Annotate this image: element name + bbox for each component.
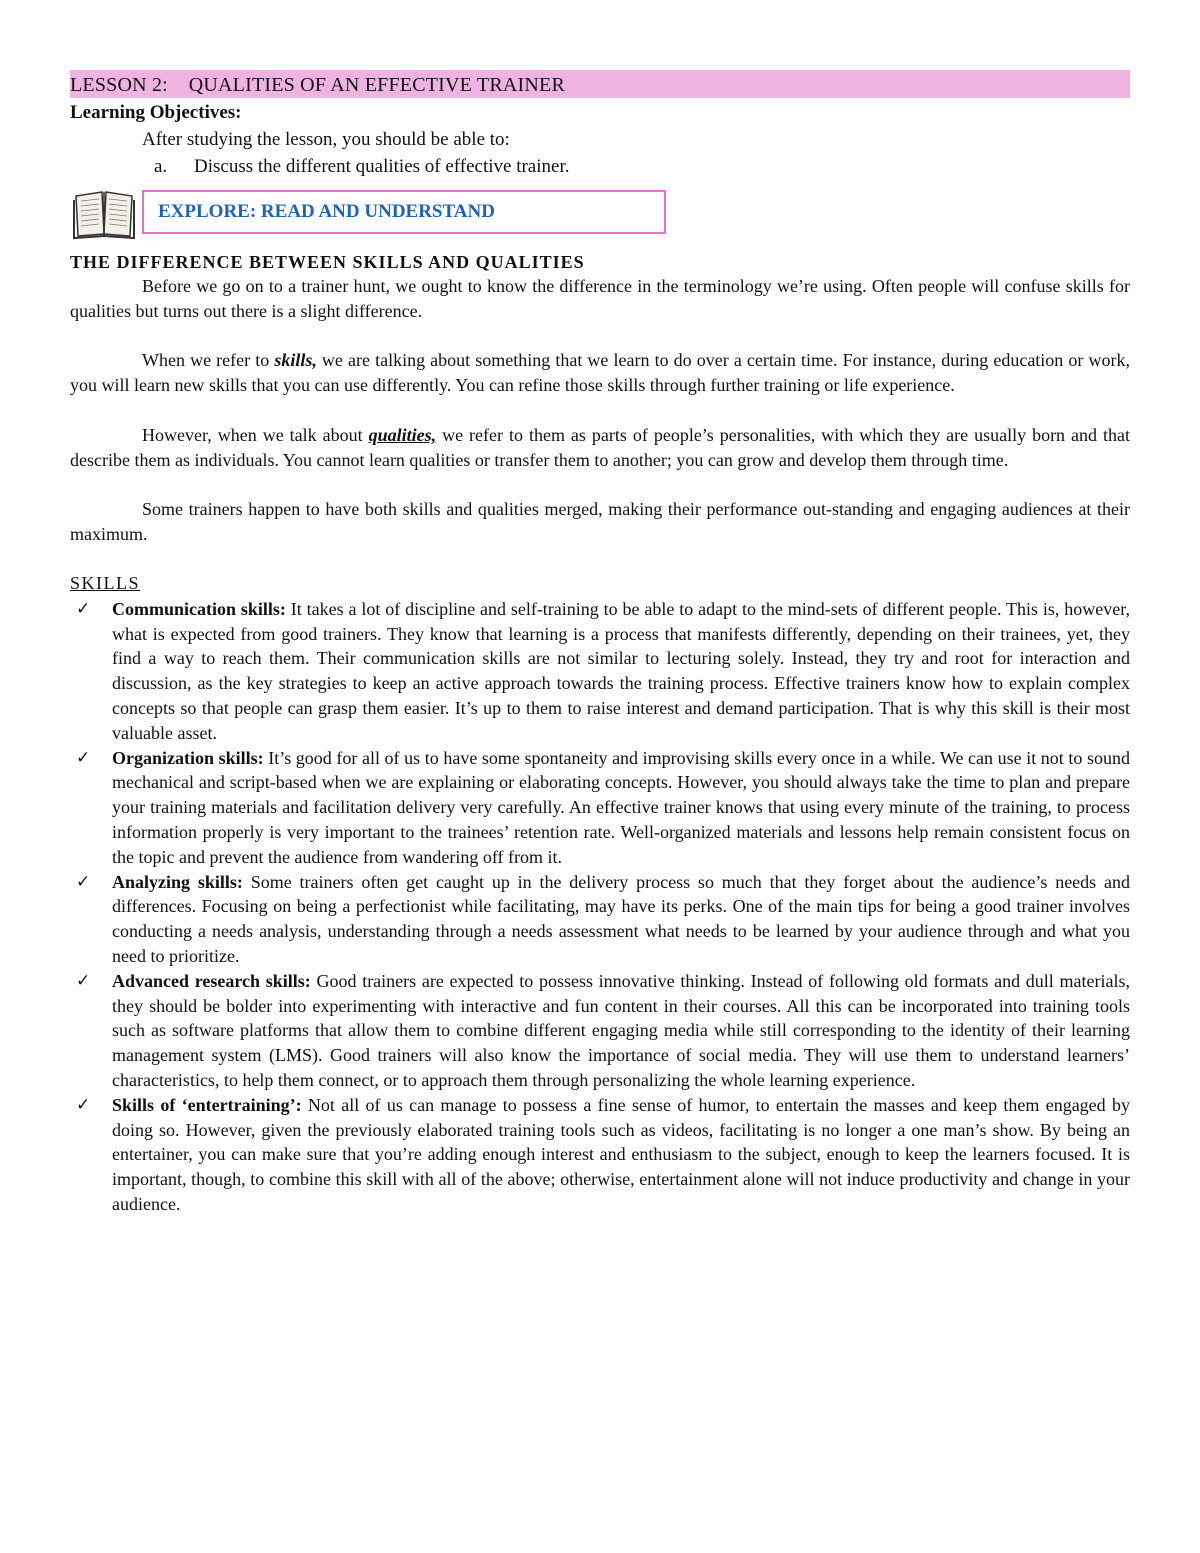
skills-term: skills, — [274, 350, 317, 371]
skill-item — [70, 969, 1130, 1093]
paragraph-3-body: we refer to them as parts of people’s personalities, with which they are usually born and that describe them as individuals. You cannot learn qualities or transfer them to another; you can grow and develop them through time. — [70, 424, 1130, 470]
check-icon: ✓ — [76, 871, 91, 892]
skill-text: Some trainers often get caught up in the delivery process so much that they forget about the audience’s needs and differences. Focusing on being a perfectionist while facilitating, may have its perks. One of the main tips for being a good trainer involves conducting a needs analysis, understanding through a needs assessment what needs to be learned by your audience through and what you need to prioritize. — [112, 871, 1130, 966]
skill-term: Advanced research skills: — [112, 970, 311, 991]
book-icon — [72, 186, 136, 240]
learning-objective-item — [70, 153, 1130, 180]
skill-term: Organization skills: — [112, 747, 264, 768]
skill-item — [70, 746, 1130, 870]
skill-text: It takes a lot of discipline and self-training to be able to adapt to the mind-sets of different people. This is, however, what is expected from good trainers. They know that learning is a process that manifests differently, depending on their trainees, yet, they find a way to reach them. Their communication skills are not similar to lecturing solely. Instead, they try and root for interaction and discussion, as the key strategies to keep an active approach towards the training process. Effective trainers know how to explain complex concepts so that people can grasp them easier. It’s up to them to raise interest and demand participation. That is why this skill is their most valuable asset. — [112, 598, 1130, 743]
paragraph-2-lead: When we refer to — [142, 350, 275, 371]
check-icon: ✓ — [76, 1094, 91, 1115]
paragraph-2-body: we are talking about something that we learn to do over a certain time. For instance, during education or work, you will learn new skills that you can use differently. You can refine those skills through further training or life experience. — [70, 350, 1130, 396]
check-icon: ✓ — [76, 970, 91, 991]
paragraph-3 — [70, 423, 1130, 473]
explore-label: EXPLORE: READ AND UNDERSTAND — [142, 190, 666, 234]
skill-term: Skills of ‘entertraining’: — [112, 1094, 302, 1115]
page-content — [70, 70, 1130, 1217]
learning-objectives-heading: Learning Objectives: — [70, 102, 242, 123]
learning-objectives-intro: After studying the lesson, you should be able to: — [142, 129, 510, 150]
lesson-title: QUALITIES OF AN EFFECTIVE TRAINER — [188, 74, 565, 96]
lesson-label: LESSON 2: — [70, 74, 168, 96]
skill-text: It’s good for all of us to have some spontaneity and improvising skills every once in a while. We can use it not to sound mechanical and script-based when we are explaining or elaborating concepts. However, you should always take the time to plan and prepare your training materials and facilitation delivery very carefully. An effective trainer knows that using every minute of the training, to process information properly is very important to the trainees’ retention rate. Well-organized materials and lessons help remain consistent focus on the topic and prevent the audience from wandering off from it. — [112, 747, 1130, 867]
paragraph-2 — [70, 348, 1130, 398]
objective-text: Discuss the different qualities of effective trainer. — [194, 156, 570, 177]
paragraph-3-lead: However, when we talk about — [142, 424, 369, 445]
section-title: THE DIFFERENCE BETWEEN SKILLS AND QUALITIES — [70, 252, 585, 272]
explore-banner — [70, 184, 1130, 240]
skill-text: Not all of us can manage to possess a fine sense of humor, to entertain the masses and keep them engaged by doing so. However, given the previously elaborated training tools such as videos, facilitating is no longer a one man’s show. By being an entertainer, you can make sure that you’re adding enough interest and enthusiasm to the subject, enough to keep the learners focused. It is important, though, to combine this skill with all of the above; otherwise, entertainment alone will not induce productivity and change in your audience. — [112, 1094, 1130, 1214]
skills-heading: SKILLS — [70, 572, 141, 593]
paragraph-4: Some trainers happen to have both skills and qualities merged, making their performance out-standing and engaging audiences at their maximum. — [70, 499, 1130, 544]
skill-item — [70, 870, 1130, 969]
check-icon: ✓ — [76, 747, 91, 768]
check-icon: ✓ — [76, 598, 91, 619]
objective-marker: a. — [154, 156, 168, 177]
skill-term: Communication skills: — [112, 598, 286, 619]
skill-item — [70, 597, 1130, 746]
skill-term: Analyzing skills: — [112, 871, 243, 892]
lesson-title-bar — [70, 70, 1130, 98]
qualities-term: qualities, — [368, 424, 437, 445]
skill-item — [70, 1093, 1130, 1217]
paragraph-1: Before we go on to a trainer hunt, we ought to know the difference in the terminology we’re using. Often people will confuse skills for qualities but turns out there is a slight difference. — [70, 276, 1130, 321]
skills-list — [70, 597, 1130, 1217]
skill-text: Good trainers are expected to possess innovative thinking. Instead of following old formats and dull materials, they should be bolder into experimenting with interactive and fun content in their courses. All this can be incorporated into training tools such as software platforms that allow them to combine different engaging media while still corresponding to the identity of their learning management system (LMS). Good trainers will also know the importance of social media. They will use them to understand learners’ characteristics, to help them connect, or to approach them through personalizing the whole learning experience. — [112, 970, 1130, 1090]
